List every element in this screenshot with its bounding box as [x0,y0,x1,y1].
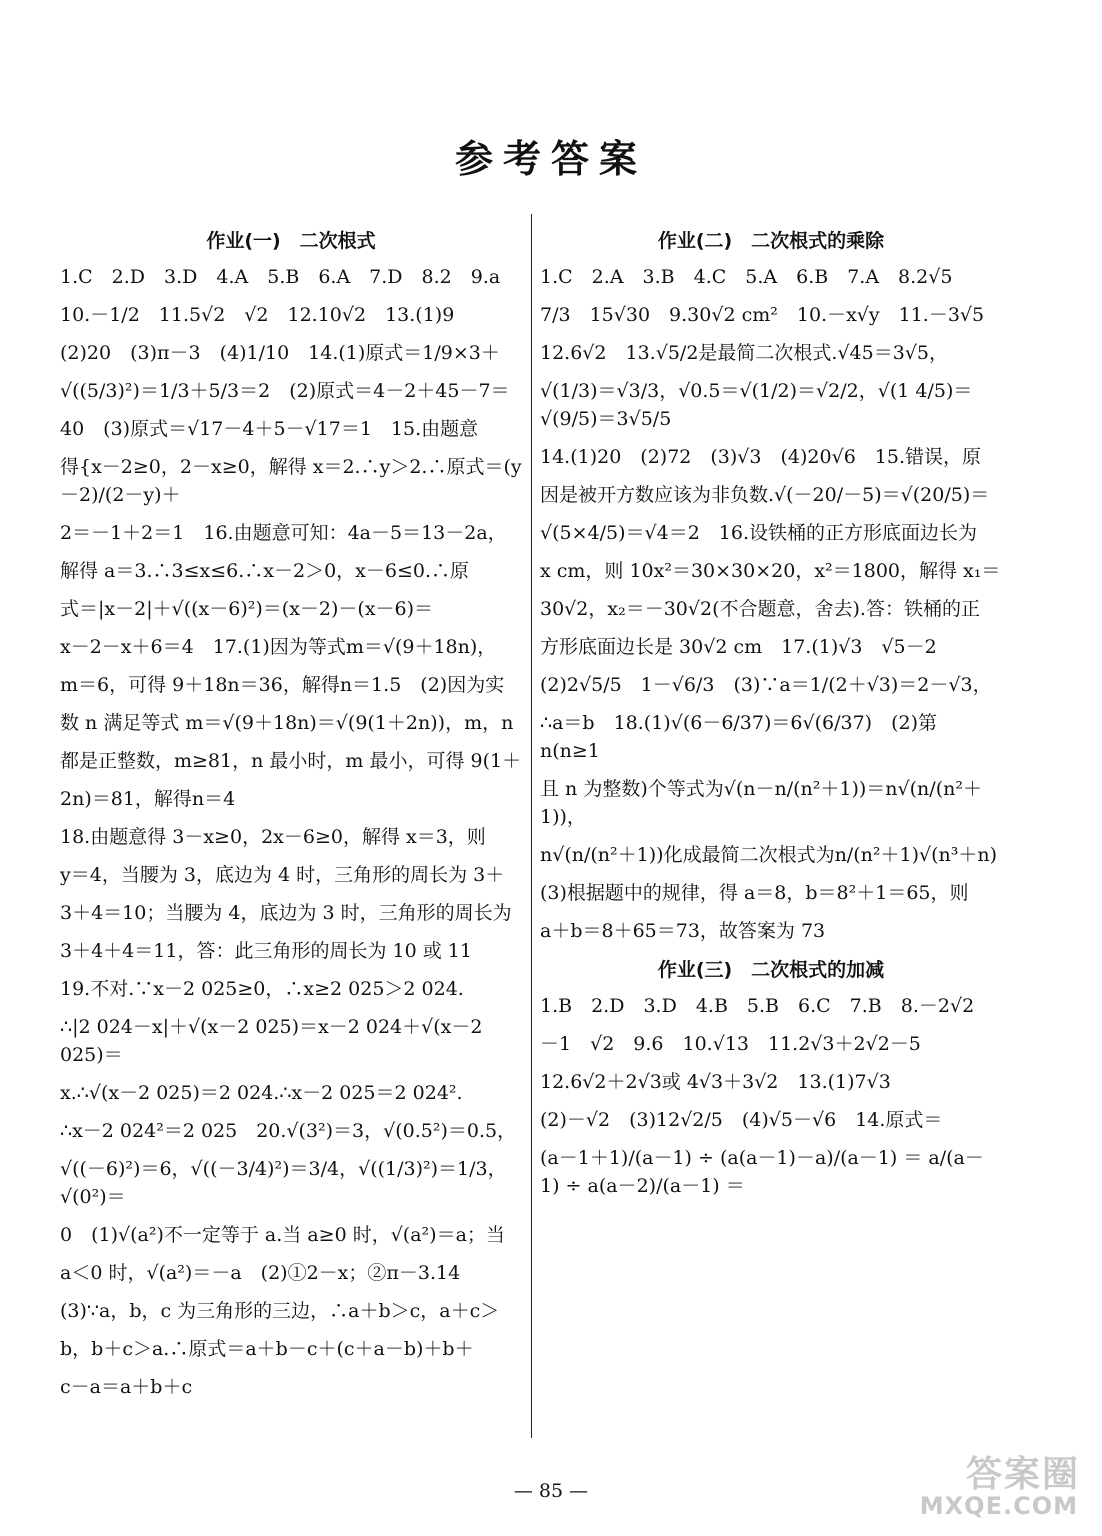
answer-line: 14.(1)20 (2)72 (3)√3 (4)20√6 15.错误，原 [540,446,982,468]
page-number: — 85 — [513,1480,589,1502]
answer-line: －1 √2 9.6 10.√13 11.2√3＋2√2－5 [540,1033,921,1055]
answer-line: 30√2，x₂＝－30√2(不合题意，舍去).答：铁桶的正 [540,598,980,620]
left-column [60,220,522,1411]
answer-line: c－a＝a＋b＋c [60,1376,193,1398]
answer-line: m＝6，可得 9＋18n＝36，解得n＝1.5 (2)因为实 [60,674,505,696]
answer-line: 3＋4＋4＝11，答：此三角形的周长为 10 或 11 [60,940,472,962]
answer-line: 都是正整数，m≥81，n 最小时，m 最小，可得 9(1＋ [60,750,522,772]
answer-line: 解得 a＝3.∴3≤x≤6.∴x－2＞0，x－6≤0.∴原 [60,560,470,582]
answer-line: 7/3 15√30 9.30√2 cm² 10.－x√y 11.－3√5 [540,304,985,326]
answer-line: 40 (3)原式＝√17－4＋5－√17＝1 15.由题意 [60,418,479,440]
answer-line: 1.B 2.D 3.D 4.B 5.B 6.C 7.B 8.－2√2 [540,995,975,1017]
column-divider [531,214,532,1438]
answer-line: 式＝|x－2|＋√((x－6)²)＝(x－2)－(x－6)＝ [60,598,434,620]
answer-line: 因是被开方数应该为非负数.√(－20/－5)＝√(20/5)＝ [540,484,990,506]
answer-line: 0 (1)√(a²)不一定等于 a.当 a≥0 时，√(a²)＝a；当 [60,1224,505,1246]
answer-line: √(5×4/5)＝√4＝2 16.设铁桶的正方形底面边长为 [540,522,978,544]
watermark-en: MXQE.COM [919,1492,1078,1520]
answer-line: (2)－√2 (3)12√2/5 (4)√5－√6 14.原式＝ [540,1109,943,1131]
answer-line: (3)∵a，b，c 为三角形的三边，∴a＋b＞c，a＋c＞ [60,1300,500,1322]
answer-line: (a－1＋1)/(a－1) ÷ (a(a－1)－a)/(a－1) ＝ a/(a－1) ÷ a(a－2)/(a－1) ＝ [540,1147,984,1197]
section-heading-3: 作业(三) 二次根式的加减 [657,959,885,981]
answer-line: 18.由题意得 3－x≥0，2x－6≥0，解得 x＝3，则 [60,826,486,848]
answer-line: 10.－1/2 11.5√2 √2 12.10√2 13.(1)9 [60,304,455,326]
answer-line: 3＋4＝10；当腰为 4，底边为 3 时，三角形的周长为 [60,902,512,924]
answer-line: 得{x－2≥0，2－x≥0，解得 x＝2.∴y＞2.∴原式＝(y－2)/(2－y)＋ [60,456,522,506]
answer-line: a＜0 时，√(a²)＝－a (2)①2－x；②π－3.14 [60,1262,461,1284]
answer-line: (2)20 (3)π－3 (4)1/10 14.(1)原式＝1/9×3＋ [60,342,500,364]
answer-line: (3)根据题中的规律，得 a＝8，b＝8²＋1＝65，则 [540,882,969,904]
answer-line: a＋b＝8＋65＝73，故答案为 73 [540,920,826,942]
answer-line: ∴a＝b 18.(1)√(6－6/37)＝6√(6/37) (2)第 n(n≥1 [540,712,944,762]
answer-line: x.∴√(x－2 025)＝2 024.∴x－2 025＝2 024². [60,1082,463,1104]
watermark-logo [888,1446,1088,1526]
answer-line: 方形底面边长是 30√2 cm 17.(1)√3 √5－2 [540,636,937,658]
answer-line: 12.6√2＋2√3或 4√3＋3√2 13.(1)7√3 [540,1071,891,1093]
answer-line: b，b＋c＞a.∴原式＝a＋b－c＋(c＋a－b)＋b＋ [60,1338,474,1360]
answer-line: ∴x－2 024²＝2 025 20.√(3²)＝3，√(0.5²)＝0.5， [60,1120,517,1142]
answer-line: 2＝－1＋2＝1 16.由题意可知：4a－5＝13－2a， [60,522,507,544]
answer-line: 1.C 2.A 3.B 4.C 5.A 6.B 7.A 8.2√5 [540,266,953,288]
answer-line: x cm，则 10x²＝30×30×20，x²＝1800，解得 x₁＝ [540,560,1001,582]
watermark-cn: 答案圈 [965,1454,1080,1495]
answer-line: √((－6)²)＝6，√((－3/4)²)＝3/4，√((1/3)²)＝1/3，√(0²)＝ [60,1158,507,1208]
answer-line: √(1/3)＝√3/3，√0.5＝√(1/2)＝√2/2，√(1 4/5)＝√(9/5)＝3√5/5 [540,380,973,430]
answer-line: ∴|2 024－x|＋√(x－2 025)＝x－2 024＋√(x－2 025)＝ [60,1016,489,1066]
answer-line: (2)2√5/5 1－√6/3 (3)∵a＝1/(2＋√3)＝2－√3， [540,674,992,696]
answer-line: x－2－x＋6＝4 17.(1)因为等式m＝√(9＋18n)， [60,636,497,658]
answer-line: y＝4，当腰为 3，底边为 4 时，三角形的周长为 3＋ [60,864,505,886]
section-heading-1: 作业(一) 二次根式 [206,230,376,252]
answer-line: 12.6√2 13.√5/2是最简二次根式.√45＝3√5， [540,342,949,364]
page-title: 参考答案 [454,136,647,181]
answer-line: 19.不对.∵x－2 025≥0，∴x≥2 025＞2 024. [60,978,464,1000]
answer-line: 1.C 2.D 3.D 4.A 5.B 6.A 7.D 8.2 9.a [60,266,501,288]
answer-line: √((5/3)²)＝1/3＋5/3＝2 (2)原式＝4－2＋45－7＝ [60,380,510,402]
right-column [540,220,1002,1210]
answer-line: 且 n 为整数)个等式为√(n－n/(n²＋1))＝n√(n/(n²＋1))， [540,778,982,828]
answer-line: 数 n 满足等式 m＝√(9＋18n)＝√(9(1＋2n))，m，n [60,712,514,734]
answer-line: n√(n/(n²＋1))化成最简二次根式为n/(n²＋1)√(n³＋n) [540,844,998,866]
section-heading-2: 作业(二) 二次根式的乘除 [657,230,885,252]
answer-line: 2n)＝81，解得n＝4 [60,788,236,810]
